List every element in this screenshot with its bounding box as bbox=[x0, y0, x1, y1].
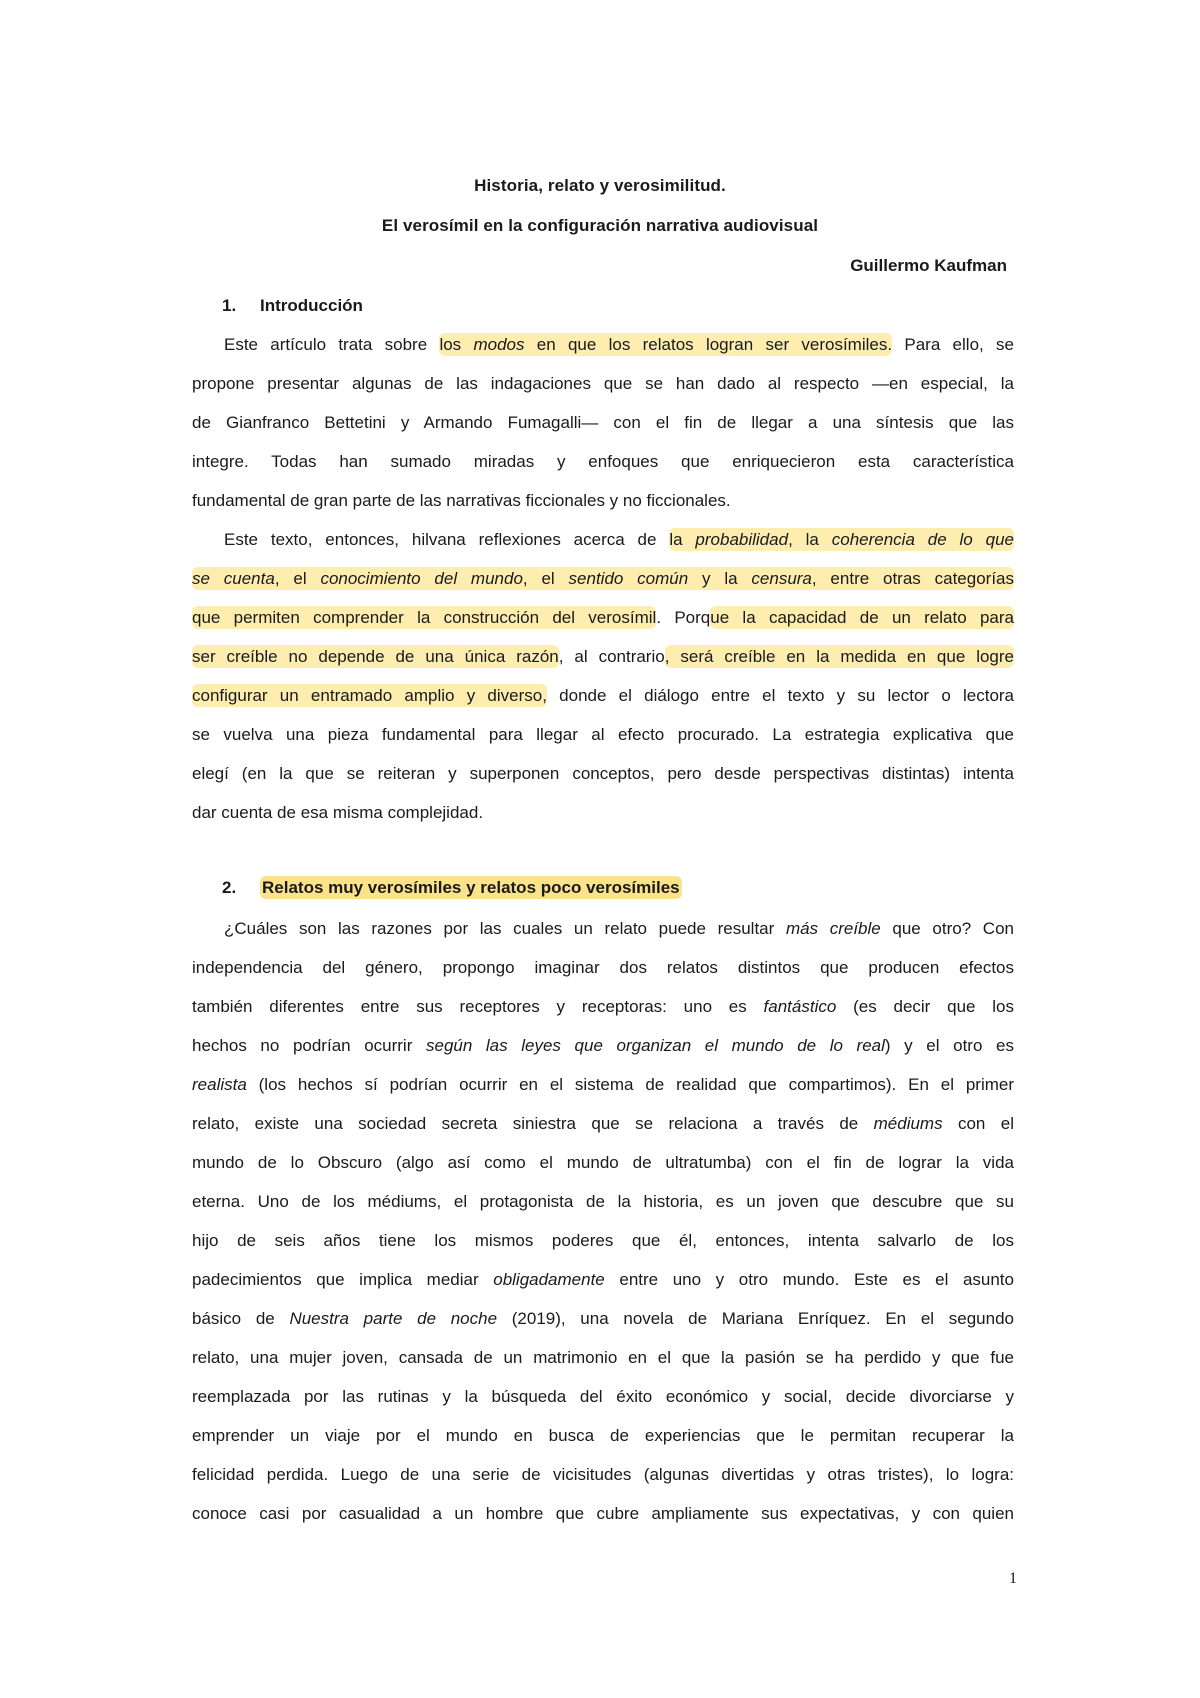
highlight: la probabilidad, la coherencia de lo que bbox=[669, 530, 1014, 549]
paragraph-line: se vuelva una pieza fundamental para llegar al efecto procurado. La estrategia explicativa que bbox=[192, 725, 1014, 744]
paragraph-line: independencia del género, propongo imaginar dos relatos distintos que producen efectos bbox=[192, 958, 1014, 977]
paragraph-line: Este artículo trata sobre los modos en que los relatos logran ser verosímiles. Para ello, se bbox=[224, 335, 1014, 354]
document-subtitle: El verosímil en la configuración narrativa audiovisual bbox=[381, 216, 819, 235]
section-title: Introducción bbox=[260, 296, 363, 315]
paragraph-line: ser creíble no depende de una única razón, al contrario, será creíble en la medida en que logre bbox=[192, 647, 1015, 666]
paragraph-line: configurar un entramado amplio y diverso, donde el diálogo entre el texto y su lector o lectora bbox=[192, 686, 1015, 705]
section-heading-relatos bbox=[222, 878, 682, 898]
paragraph-line: también diferentes entre sus receptores y receptoras: uno es fantástico (es decir que los bbox=[192, 997, 1014, 1016]
paragraph-line: integre. Todas han sumado miradas y enfoques que enriquecieron esta característica bbox=[192, 452, 1014, 471]
paragraph-line: fundamental de gran parte de las narrativas ficcionales y no ficcionales. bbox=[192, 491, 731, 510]
paragraph-line: felicidad perdida. Luego de una serie de vicisitudes (algunas divertidas y otras tristes), lo logra: bbox=[192, 1465, 1014, 1484]
paragraph-line: básico de Nuestra parte de noche (2019), una novela de Mariana Enríquez. En el segundo bbox=[192, 1309, 1014, 1328]
paragraph-line bbox=[192, 567, 1014, 591]
author-name: Guillermo Kaufman bbox=[850, 256, 1007, 275]
section-heading-introduccion bbox=[222, 296, 363, 316]
page-number: 1 bbox=[1009, 1570, 1017, 1587]
section-title: Relatos muy verosímiles y relatos poco verosímiles bbox=[262, 878, 680, 897]
paragraph-line: relato, una mujer joven, cansada de un matrimonio en el que la pasión se ha perdido y que fue bbox=[192, 1348, 1014, 1367]
highlight: que permiten comprender la construcción del verosímil bbox=[192, 608, 657, 627]
paragraph-line: emprender un viaje por el mundo en busca de experiencias que le permitan recuperar la bbox=[192, 1426, 1014, 1445]
highlight: configurar un entramado amplio y diverso, bbox=[192, 686, 547, 705]
paragraph-line: que permiten comprender la construcción del verosímil. Porque la capacidad de un relato para bbox=[192, 608, 1014, 627]
paragraph-line: dar cuenta de esa misma complejidad. bbox=[192, 803, 484, 822]
highlight: se cuenta, el conocimiento del mundo, el sentido común y la censura, entre otras categorías bbox=[192, 569, 1014, 588]
highlight: , será creíble en la medida en que logre bbox=[664, 647, 1015, 666]
highlight: los modos en que los relatos logran ser verosímiles. bbox=[439, 335, 893, 354]
paragraph-line: realista (los hechos sí podrían ocurrir en el sistema de realidad que compartimos). En el primer bbox=[192, 1075, 1014, 1094]
paragraph-line: reemplazada por las rutinas y la búsqueda del éxito económico y social, decide divorciarse y bbox=[192, 1387, 1014, 1406]
paragraph-line: mundo de lo Obscuro (algo así como el mundo de ultratumba) con el fin de lograr la vida bbox=[192, 1153, 1014, 1172]
highlight: ue la capacidad de un relato para bbox=[710, 608, 1014, 627]
paragraph-line: hijo de seis años tiene los mismos poderes que él, entonces, intenta salvarlo de los bbox=[192, 1231, 1014, 1250]
paragraph-line: Este texto, entonces, hilvana reflexiones acerca de la probabilidad, la coherencia de lo que bbox=[224, 530, 1014, 549]
paragraph-line: ¿Cuáles son las razones por las cuales un relato puede resultar más creíble que otro? Con bbox=[224, 919, 1014, 938]
paragraph-line: conoce casi por casualidad a un hombre que cubre ampliamente sus expectativas, y con quien bbox=[192, 1504, 1014, 1523]
paragraph-line: elegí (en la que se reiteran y superponen conceptos, pero desde perspectivas distintas) intenta bbox=[192, 764, 1014, 783]
paragraph-line: hechos no podrían ocurrir según las leyes que organizan el mundo de lo real) y el otro es bbox=[192, 1036, 1014, 1055]
paragraph-line: de Gianfranco Bettetini y Armando Fumagalli— con el fin de llegar a una síntesis que las bbox=[192, 413, 1014, 432]
paragraph-line: eterna. Uno de los médiums, el protagonista de la historia, es un joven que descubre que su bbox=[192, 1192, 1014, 1211]
document-title: Historia, relato y verosimilitud. bbox=[474, 176, 726, 195]
paragraph-line: propone presentar algunas de las indagaciones que se han dado al respecto —en especial, la bbox=[192, 374, 1014, 393]
section-number: 2. bbox=[222, 878, 237, 897]
paragraph-line: padecimientos que implica mediar obligadamente entre uno y otro mundo. Este es el asunto bbox=[192, 1270, 1014, 1289]
section-number: 1. bbox=[222, 296, 237, 315]
paragraph-line: relato, existe una sociedad secreta siniestra que se relaciona a través de médiums con el bbox=[192, 1114, 1014, 1133]
highlight: ser creíble no depende de una única razón bbox=[192, 647, 559, 666]
